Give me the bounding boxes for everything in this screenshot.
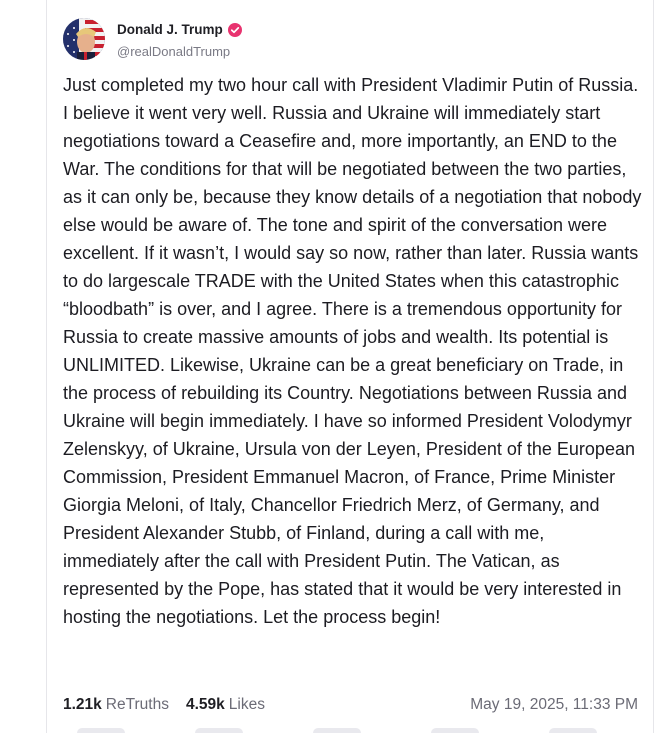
post-body-text: Just completed my two hour call with President Vladimir Putin of Russia. I believe it went very well. Russia and Ukraine will immediately start negotiations toward a Ceasefire and, more importantly, an END to the War. The conditions for that will be negotiated between the two parties, as it can only be, because they know details of a negotiation that nobody else would be aware of. The tone and spirit of the conversation were excellent. If it wasn’t, I would say so now, rather than later. Russia wants to do largescale TRADE with the United States when this catastrophic “bloodbath” is over, and I agree. There is a tremendous opportunity for Russia to create massive amounts of jobs and wealth. Its potential is UNLIMITED. Likewise, Ukraine can be a great beneficiary on Trade, in the process of rebuilding its Country. Negotiations between Russia and Ukraine will begin immediately. I have so informed President Volodymyr Zelenskyy, of Ukraine, Ursula von der Leyen, President of the European Commission, President Emmanuel Macron, of France, Prime Minister Giorgia Meloni, of Italy, Chancellor Friedrich Merz, of Germany, and President Alexander Stubb, of Finland, during a call with me, immediately after the call with President Putin. The Vatican, as represented by the Pope, has stated that it would be very interested in hosting the negotiations. Let the process begin!	[63, 75, 642, 627]
retruths-stat[interactable]	[63, 696, 169, 714]
retruth-button[interactable]	[195, 728, 243, 733]
likes-count: 4.59k	[186, 696, 225, 713]
author-name-row	[117, 22, 242, 37]
retruths-count: 1.21k	[63, 696, 102, 713]
likes-label: Likes	[228, 696, 265, 713]
avatar[interactable]	[63, 18, 105, 60]
reply-button[interactable]	[77, 728, 125, 733]
post-card	[46, 0, 654, 733]
author-display-name[interactable]: Donald J. Trump	[117, 22, 223, 37]
post-stats-bar	[63, 696, 638, 718]
like-button[interactable]	[313, 728, 361, 733]
share-button[interactable]	[431, 728, 479, 733]
more-button[interactable]	[549, 728, 597, 733]
author-handle[interactable]: @realDonaldTrump	[117, 44, 231, 59]
verified-badge-icon	[228, 23, 242, 37]
likes-stat[interactable]	[186, 696, 265, 714]
post-timestamp[interactable]: May 19, 2025, 11:33 PM	[470, 696, 638, 713]
post-header	[63, 18, 463, 62]
post-actions-bar	[63, 728, 638, 733]
retruths-label: ReTruths	[105, 696, 169, 713]
